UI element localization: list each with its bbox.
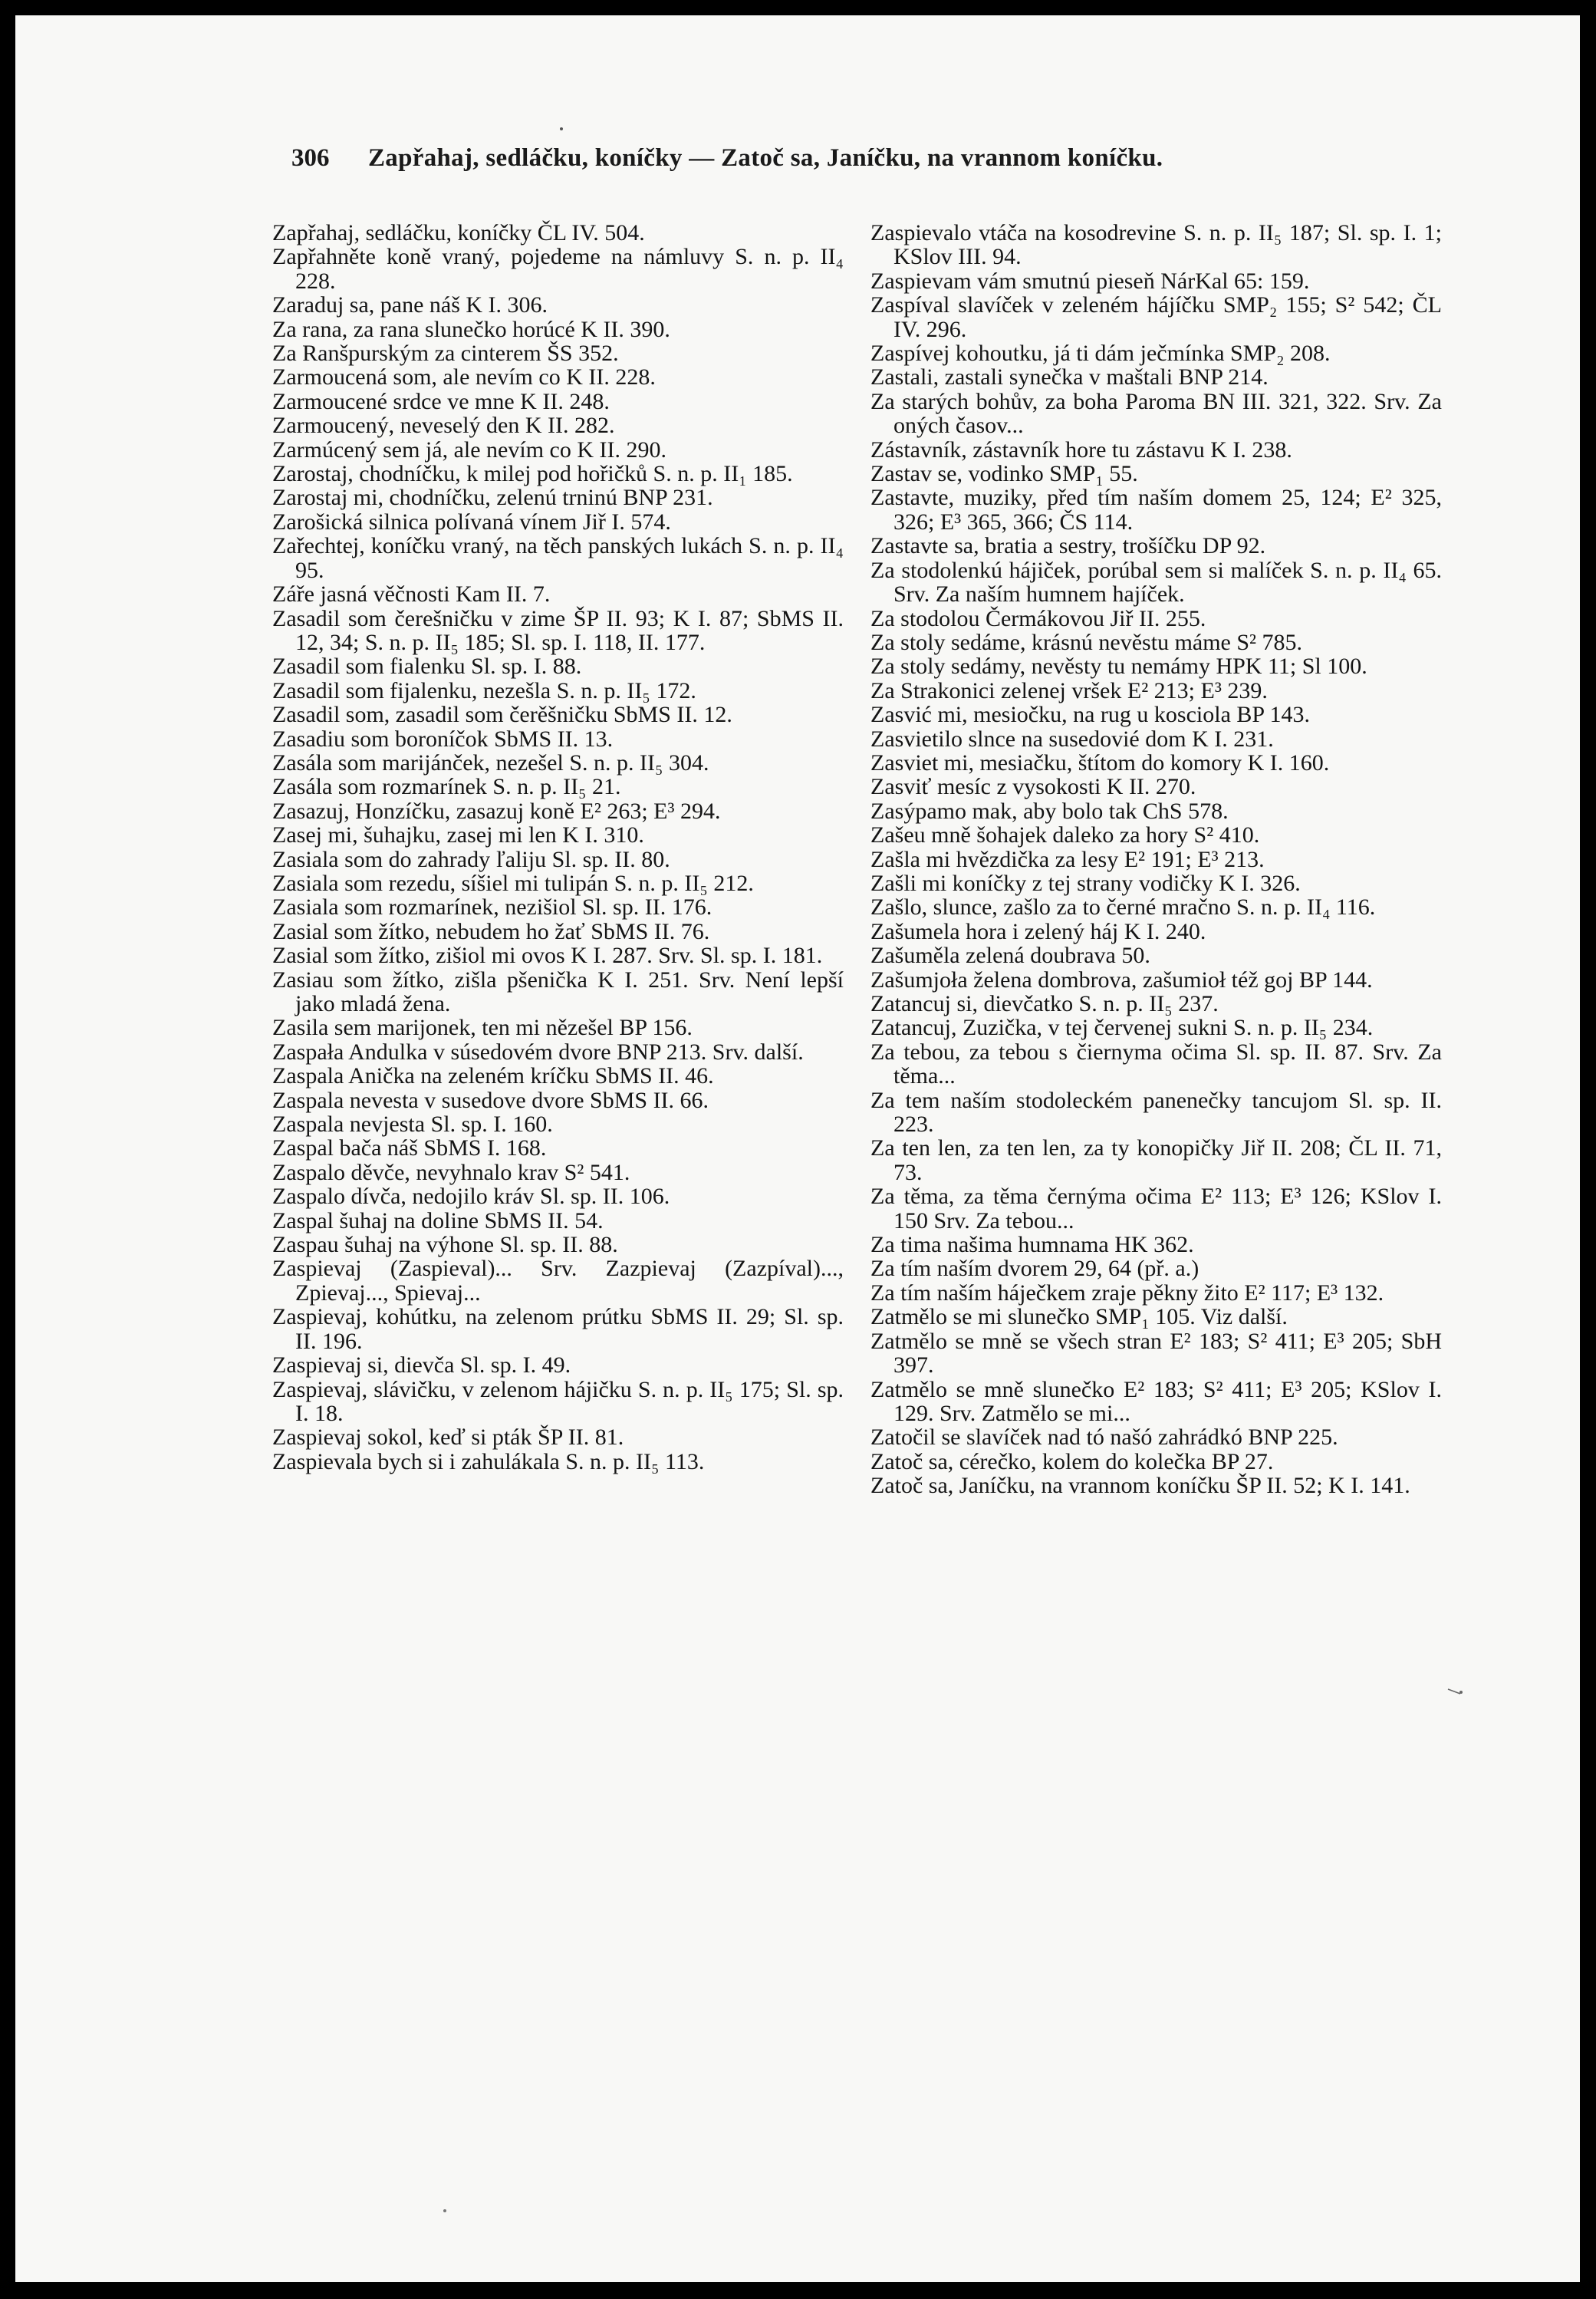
index-entry: Zasviet mi, mesiačku, štítom do komory K I. 160.	[870, 749, 1330, 776]
index-entry: Zaspalo děvče, nevyhnalo krav S² 541.	[272, 1159, 630, 1185]
index-entry: Zaspal bača náš SbMS I. 168.	[272, 1135, 547, 1161]
index-entry: Zaspała Andulka v súsedovém dvore BNP 213. Srv. další.	[272, 1039, 804, 1065]
index-entry: Zastav se, vodinko SMP₁ 55.	[870, 461, 1138, 487]
index-entry: Zasiau som žítko, zišla pšenička K I. 251. Srv. Není lepší jako mladá žena.	[272, 967, 844, 1016]
index-entry: Zatočil se slavíček nad tó našó zahrádkó BNP 225.	[870, 1425, 1338, 1451]
index-entry: Zatancuj si, dievčatko S. n. p. II₅ 237.	[870, 991, 1219, 1016]
index-entry: Zasadil som fialenku Sl. sp. I. 88.	[272, 654, 582, 680]
index-column-right	[870, 221, 1442, 1498]
index-entry: Za tima našima humnama HK 362.	[870, 1232, 1194, 1258]
ink-speck	[560, 127, 563, 130]
page-number: 306	[291, 144, 330, 172]
ink-speck	[1448, 1689, 1460, 1694]
index-entry: Zatoč sa, cérečko, kolem do kolečka BP 27.	[870, 1448, 1274, 1474]
index-entry: Zasadil som čerešničku v zime ŠP II. 93; K I. 87; SbMS II. 12, 34; S. n. p. II₅ 185; Sl. sp. I. 118, II. 177.	[272, 605, 844, 655]
index-entry: Zastavte sa, bratia a sestry, trošíčku DP 92.	[870, 533, 1266, 559]
index-entry: Zasadil som fijalenku, nezešla S. n. p. II₅ 172.	[272, 677, 696, 703]
index-entry: Zaspau šuhaj na výhone Sl. sp. II. 88.	[272, 1232, 618, 1258]
index-entry: Za tím naším háječkem zraje pěkny žito E² 117; E³ 132.	[870, 1280, 1384, 1306]
index-entry: Za stoly sedámy, nevěsty tu nemámy HPK 11; Sl 100.	[870, 654, 1367, 680]
index-entry: Zasadil som, zasadil som čerěšničku SbMS II. 12.	[272, 702, 732, 728]
index-entry: Za stodolenkú hájiček, porúbal sem si malíček S. n. p. II₄ 65. Srv. Za naším humnem hajíček.	[870, 557, 1442, 608]
index-entry: Zatancuj, Zuzička, v tej červenej sukni S. n. p. II₅ 234.	[870, 1015, 1374, 1041]
index-entry: Zaspievala bych si i zahulákala S. n. p. II₅ 113.	[272, 1448, 705, 1474]
index-entry: Zatmělo se mně slunečko E² 183; S² 411; E³ 205; KSlov I. 129. Srv. Zatmělo se mi...	[870, 1376, 1442, 1426]
index-entry: Zaspievalo vtáča na kosodrevine S. n. p. II₅ 187; Sl. sp. I. 1; KSlov III. 94.	[870, 220, 1442, 270]
index-entry: Zasiala som rozmarínek, nezišiol Sl. sp. II. 176.	[272, 894, 712, 921]
index-entry: Zarmoucený, neveselý den K II. 282.	[272, 413, 615, 439]
index-entry: Zarostaj, chodníčku, k milej pod hořičků S. n. p. II₁ 185.	[272, 461, 793, 487]
index-entry: Zasial som žítko, zišiol mi ovos K I. 287. Srv. Sl. sp. I. 181.	[272, 943, 823, 969]
index-entry: Zaspievaj, slávičku, v zelenom hájičku S. n. p. II₅ 175; Sl. sp. I. 18.	[272, 1376, 844, 1426]
index-entry: Zarošická silnica polívaná vínem Jiř I. 574.	[272, 509, 671, 535]
index-entry: Zasýpamo mak, aby bolo tak ChS 578.	[870, 798, 1229, 824]
index-entry: Zašuměla zelená doubrava 50.	[870, 943, 1150, 969]
index-entry: Zasvić mi, mesiočku, na rug u kosciola BP 143.	[870, 702, 1310, 728]
book-page	[15, 15, 1580, 2282]
index-entry: Zatmělo se mi slunečko SMP₁ 105. Viz další.	[870, 1304, 1288, 1330]
index-entry: Zasila sem marijonek, ten mi nězešel BP 156.	[272, 1015, 693, 1041]
index-entry: Zaspala Anička na zeleném kríčku SbMS II. 46.	[272, 1063, 714, 1089]
index-entry: Zapřahněte koně vraný, pojedeme na námluvy S. n. p. II₄ 228.	[272, 244, 844, 294]
index-entry: Záře jasná věčnosti Kam II. 7.	[272, 581, 551, 608]
index-entry: Zástavník, zástavník hore tu zástavu K I. 238.	[870, 436, 1292, 463]
index-entry: Zašli mi koníčky z tej strany vodičky K I. 326.	[870, 870, 1301, 896]
index-entry: Za tebou, za tebou s čiernyma očima Sl. sp. II. 87. Srv. Za těma...	[870, 1039, 1442, 1089]
index-entry: Zaspalo dívča, nedojilo kráv Sl. sp. II. 106.	[272, 1184, 670, 1210]
index-entry: Zašumela hora i zelený háj K I. 240.	[870, 918, 1206, 944]
index-entry: Zaspievam vám smutnú pieseň NárKal 65: 159.	[870, 268, 1310, 294]
index-entry: Za Ranšpurským za cinterem ŠS 352.	[272, 341, 619, 367]
index-entry: Zaspievaj, kohútku, na zelenom prútku SbMS II. 29; Sl. sp. II. 196.	[272, 1304, 844, 1354]
index-entry: Zašeu mně šohajek daleko za hory S² 410.	[870, 822, 1260, 848]
index-entry: Zasvietilo slnce na susedovié dom K I. 231.	[870, 726, 1274, 752]
index-entry: Zařechtej, koníčku vraný, na těch panských lukách S. n. p. II₄ 95.	[272, 533, 844, 583]
index-entry: Zatmělo se mně se všech stran E² 183; S² 411; E³ 205; SbH 397.	[870, 1328, 1442, 1378]
index-entry: Zaspievaj sokol, keď si pták ŠP II. 81.	[272, 1425, 624, 1451]
index-entry: Za Strakonici zelenej vršek E² 213; E³ 239.	[870, 677, 1268, 703]
index-entry: Zastavte, muziky, před tím naším domem 25, 124; E² 325, 326; E³ 365, 366; ČS 114.	[870, 485, 1442, 535]
index-entry: Za tím naším dvorem 29, 64 (př. a.)	[870, 1256, 1199, 1282]
index-entry: Zarostaj mi, chodníčku, zelenú trninú BNP 231.	[272, 485, 713, 511]
index-entry: Zarmoucené srdce ve mne K II. 248.	[272, 388, 610, 414]
running-title: Zapřahaj, sedláčku, koníčky — Zatoč sa, Janíčku, na vrannom koníčku.	[368, 144, 1163, 172]
ink-speck	[1459, 1691, 1463, 1694]
index-entry: Zaspievaj (Zaspieval)... Srv. Zazpievaj (Zazpíval)..., Zpievaj..., Spievaj...	[272, 1256, 844, 1306]
index-entry: Za stodolou Čermákovou Jiř II. 255.	[870, 605, 1206, 631]
index-entry: Zastali, zastali synečka v maštali BNP 214.	[870, 364, 1269, 390]
index-entry: Zasiala som rezedu, síšiel mi tulipán S. n. p. II₅ 212.	[272, 870, 754, 896]
index-entry: Za těma, za těma černýma očima E² 113; E³ 126; KSlov I. 150 Srv. Za tebou...	[870, 1184, 1442, 1233]
ink-speck	[443, 2209, 446, 2212]
index-entry: Zaraduj sa, pane náš K I. 306.	[272, 292, 548, 318]
index-entry: Zasviť mesíc z vysokosti K II. 270.	[870, 774, 1196, 800]
index-column-left	[272, 221, 844, 1474]
index-entry: Za ten len, za ten len, za ty konopičky Jiř II. 208; ČL II. 71, 73.	[870, 1135, 1442, 1185]
index-entry: Zašumjoła želena dombrova, zašumioł též goj BP 144.	[870, 967, 1373, 993]
index-entry: Zasadiu som boroníčok SbMS II. 13.	[272, 726, 614, 752]
index-entry: Zašla mi hvězdička za lesy E² 191; E³ 213.	[870, 846, 1265, 872]
index-entry: Zasial som žítko, nebudem ho žať SbMS II. 76.	[272, 918, 710, 944]
index-entry: Zaspívej kohoutku, já ti dám ječmínka SMP₂ 208.	[870, 341, 1331, 367]
index-entry: Zaspala nevesta v susedove dvore SbMS II. 66.	[272, 1087, 709, 1113]
index-entry: Za tem naším stodoleckém panenečky tancujom Sl. sp. II. 223.	[870, 1087, 1442, 1138]
index-entry: Zaspíval slavíček v zeleném hájíčku SMP₂ 155; S² 542; ČL IV. 296.	[870, 292, 1442, 342]
index-entry: Zaspal šuhaj na doline SbMS II. 54.	[272, 1207, 604, 1233]
index-entry: Zarmoucená som, ale nevím co K II. 228.	[272, 364, 656, 390]
index-entry: Zasála som marijánček, nezešel S. n. p. II₅ 304.	[272, 749, 709, 776]
index-entry: Zapřahaj, sedláčku, koníčky ČL IV. 504.	[272, 220, 645, 245]
index-entry: Zasazuj, Honzíčku, zasazuj koně E² 263; E³ 294.	[272, 798, 721, 824]
index-entry: Zasej mi, šuhajku, zasej mi len K I. 310.	[272, 822, 644, 848]
index-entry: Zarmúcený sem já, ale nevím co K II. 290.	[272, 436, 666, 463]
index-entry: Zasála som rozmarínek S. n. p. II₅ 21.	[272, 774, 621, 800]
index-entry: Zatoč sa, Janíčku, na vrannom koníčku ŠP II. 52; K I. 141.	[870, 1473, 1410, 1499]
index-entry: Zašlo, slunce, zašlo za to černé mračno S. n. p. II₄ 116.	[870, 894, 1376, 921]
index-entry: Zaspievaj si, dievča Sl. sp. I. 49.	[272, 1352, 571, 1378]
index-entry: Zasiala som do zahrady ľaliju Sl. sp. II. 80.	[272, 846, 670, 872]
index-entry: Za stoly sedáme, krásnú nevěstu máme S² 785.	[870, 629, 1303, 655]
running-header	[291, 144, 1334, 183]
index-entry: Zaspala nevjesta Sl. sp. I. 160.	[272, 1112, 553, 1138]
index-entry: Za starých bohův, za boha Paroma BN III. 321, 322. Srv. Za oných časov...	[870, 388, 1442, 439]
index-entry: Za rana, za rana slunečko horúcé K II. 390.	[272, 316, 670, 342]
